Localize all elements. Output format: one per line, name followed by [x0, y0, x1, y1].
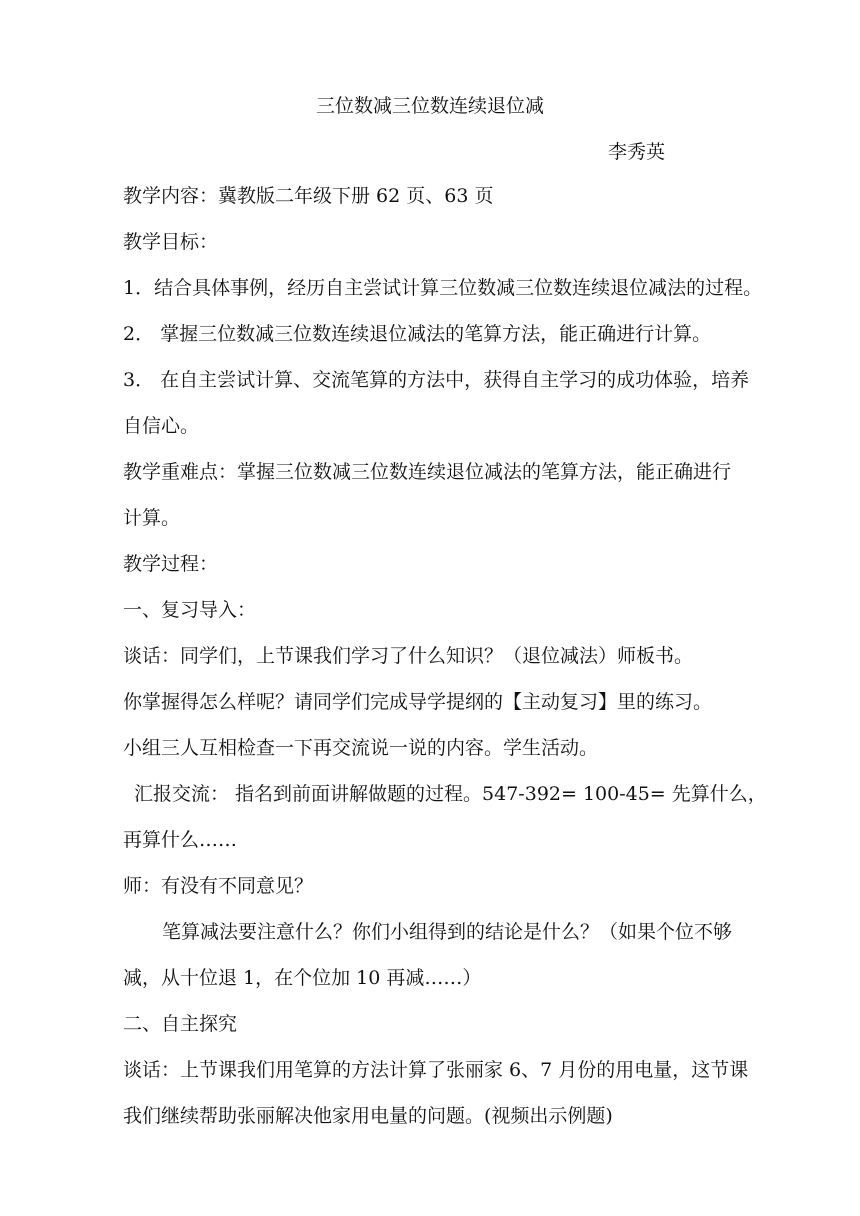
section-review-heading: 一、复习导入： — [123, 599, 257, 621]
goal-item-2: 2． 掌握三位数减三位数连续退位减法的笔算方法，能正确进行计算。 — [123, 323, 712, 345]
goal-item-1: 1．结合具体事例，经历自主尝试计算三位数减三位数连续退位减法的过程。 — [123, 277, 763, 299]
document-title: 三位数减三位数连续退位减 — [315, 95, 544, 117]
goal-item-3-line-2: 自信心。 — [123, 415, 200, 437]
explore-dialogue-line-2: 我们继续帮助张丽解决他家用电量的问题。(视频出示例题) — [123, 1105, 613, 1127]
author-name: 李秀英 — [608, 141, 666, 163]
explore-dialogue-line-1: 谈话：上节课我们用笔算的方法计算了张丽家 6、7 月份的用电量，这节课 — [123, 1059, 749, 1081]
teaching-content: 教学内容：冀教版二年级下册 62 页、63 页 — [123, 185, 494, 207]
goal-item-3-line-1: 3． 在自主尝试计算、交流笔算的方法中，获得自主学习的成功体验，培养 — [123, 369, 750, 391]
subtraction-note-line-2: 减，从十位退 1，在个位加 10 再减……） — [123, 967, 482, 989]
teaching-goals-heading: 教学目标： — [123, 231, 219, 253]
teacher-question: 师：有没有不同意见？ — [123, 875, 314, 897]
section-explore-heading: 二、自主探究 — [123, 1013, 238, 1035]
key-difficulty-line-1: 教学重难点：掌握三位数减三位数连续退位减法的笔算方法，能正确进行 — [123, 461, 732, 483]
report-exchange-line-1: 汇报交流： 指名到前面讲解做题的过程。547-392= 100-45= 先算什么， — [134, 783, 767, 805]
key-difficulty-line-2: 计算。 — [123, 507, 181, 529]
dialogue-line-3: 小组三人互相检查一下再交流说一说的内容。学生活动。 — [123, 737, 599, 759]
report-exchange-line-2: 再算什么…… — [123, 829, 238, 851]
dialogue-line-2: 你掌握得怎么样呢？请同学们完成导学提纲的【主动复习】里的练习。 — [123, 691, 713, 713]
teaching-process-heading: 教学过程： — [123, 553, 219, 575]
subtraction-note-line-1: 笔算减法要注意什么？你们小组得到的结论是什么？（如果个位不够 — [162, 921, 733, 943]
dialogue-line-1: 谈话：同学们，上节课我们学习了什么知识？（退位减法）师板书。 — [123, 645, 694, 667]
